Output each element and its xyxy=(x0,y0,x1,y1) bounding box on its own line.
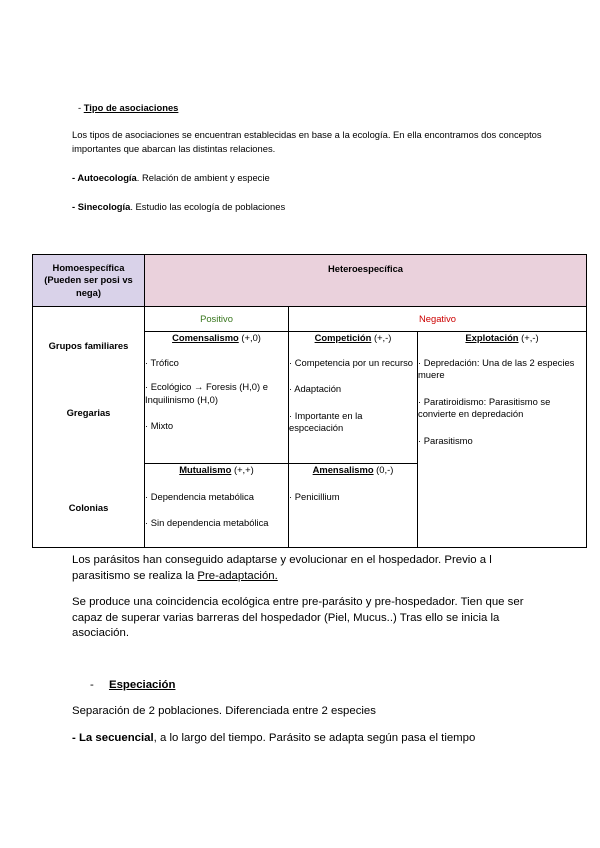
autoecologia-line xyxy=(72,171,270,185)
especiacion-line-2 xyxy=(72,731,475,747)
mutualismo-title: Mutualismo xyxy=(179,464,232,475)
homoespecifica-header: Homoespecífica (Pueden ser posi vs nega) xyxy=(33,255,145,307)
parasites-p1-text: Los parásitos han conseguido adaptarse y evolucionar en el hospedador. Previo a l parasitismo se realiza la xyxy=(72,554,492,582)
sinecologia-term: - Sinecología xyxy=(72,201,131,212)
competicion-sign: (+,-) xyxy=(371,332,392,343)
explotacion-title: Explotación xyxy=(465,332,519,343)
amensalismo-title: Amensalismo xyxy=(312,464,374,475)
especiacion-heading: Especiación xyxy=(108,679,176,691)
mutualismo-cell xyxy=(145,464,289,548)
competicion-title: Competición xyxy=(314,332,372,343)
comensalismo-sign: (+,0) xyxy=(238,332,261,343)
competicion-item: · Importante en la espceciación xyxy=(289,409,363,433)
competicion-item: · Competencia por un recurso xyxy=(289,356,414,368)
intro-bullet: - xyxy=(78,102,82,113)
competicion-cell xyxy=(289,332,418,464)
parasites-paragraph-2: Se produce una coincidencia ecológica entre pre-parásito y pre-hospedador. Tien que ser capaz de superar varias barreras del hospedador (Piel, Mucus..) Tras ello se inicia la asociación. xyxy=(72,596,524,640)
amensalismo-cell xyxy=(289,464,418,548)
parasites-paragraph-1 xyxy=(72,553,512,584)
explotacion-item: · Depredación: Una de las 2 especies muere xyxy=(418,356,575,380)
homo-item-grupos: Grupos familiares xyxy=(48,340,129,351)
intro-paragraph: Los tipos de asociaciones se encuentran establecidas en base a la ecología. En ella encontramos dos conceptos importantes que abarcan las distintas relaciones. xyxy=(72,129,542,154)
explotacion-item: · Paratiroidismo: Parasitismo se convierte en depredación xyxy=(418,395,551,419)
comensalismo-item: · Ecológico → Foresis (H,0) e Inquilinismo (H,0) xyxy=(145,381,268,405)
homo-item-gregarias: Gregarias xyxy=(66,407,111,418)
explotacion-cell xyxy=(418,332,587,548)
explotacion-item: · Parasitismo xyxy=(418,434,473,446)
mutualismo-item: · Dependencia metabólica xyxy=(145,490,254,502)
especiacion-line-1: Separación de 2 poblaciones. Diferenciada entre 2 especies xyxy=(72,705,376,717)
sinecologia-line xyxy=(72,200,285,214)
amensalismo-sign: (0,-) xyxy=(373,464,394,475)
comensalismo-item: · Mixto xyxy=(145,420,174,431)
comensalismo-title: Comensalismo xyxy=(172,332,239,343)
intro-heading: Tipo de asociaciones xyxy=(83,102,179,113)
especiacion-bullet: - xyxy=(90,679,94,691)
comensalismo-item: · Trófico xyxy=(145,356,179,368)
autoecologia-text: . Relación de ambient y especie xyxy=(136,172,270,183)
homo-item-colonias: Colonias xyxy=(68,502,109,513)
autoecologia-term: - Autoecología xyxy=(72,172,137,183)
especiacion-heading-line xyxy=(90,678,175,694)
amensalismo-item: · Penicillium xyxy=(289,490,340,502)
heteroespecifica-header: Heteroespecífica xyxy=(145,255,587,307)
association-table xyxy=(32,254,587,548)
explotacion-sign: (+,-) xyxy=(518,332,539,343)
negativo-header: Negativo xyxy=(289,307,587,332)
secuencial-text: , a lo largo del tiempo. Parásito se adapta según pasa el tiempo xyxy=(153,732,476,744)
sinecologia-text: . Estudio las ecología de poblaciones xyxy=(130,201,286,212)
secuencial-term: - La secuencial xyxy=(72,732,154,744)
competicion-item: · Adaptación xyxy=(289,383,342,394)
homoespecifica-cell xyxy=(33,307,145,548)
comensalismo-cell xyxy=(145,332,289,464)
mutualismo-item: · Sin dependencia metabólica xyxy=(145,517,269,528)
positivo-header: Positivo xyxy=(145,307,289,332)
intro-heading-line xyxy=(78,101,178,115)
pre-adaptacion-term: Pre-adaptación. xyxy=(197,569,278,582)
mutualismo-sign: (+,+) xyxy=(231,464,254,475)
